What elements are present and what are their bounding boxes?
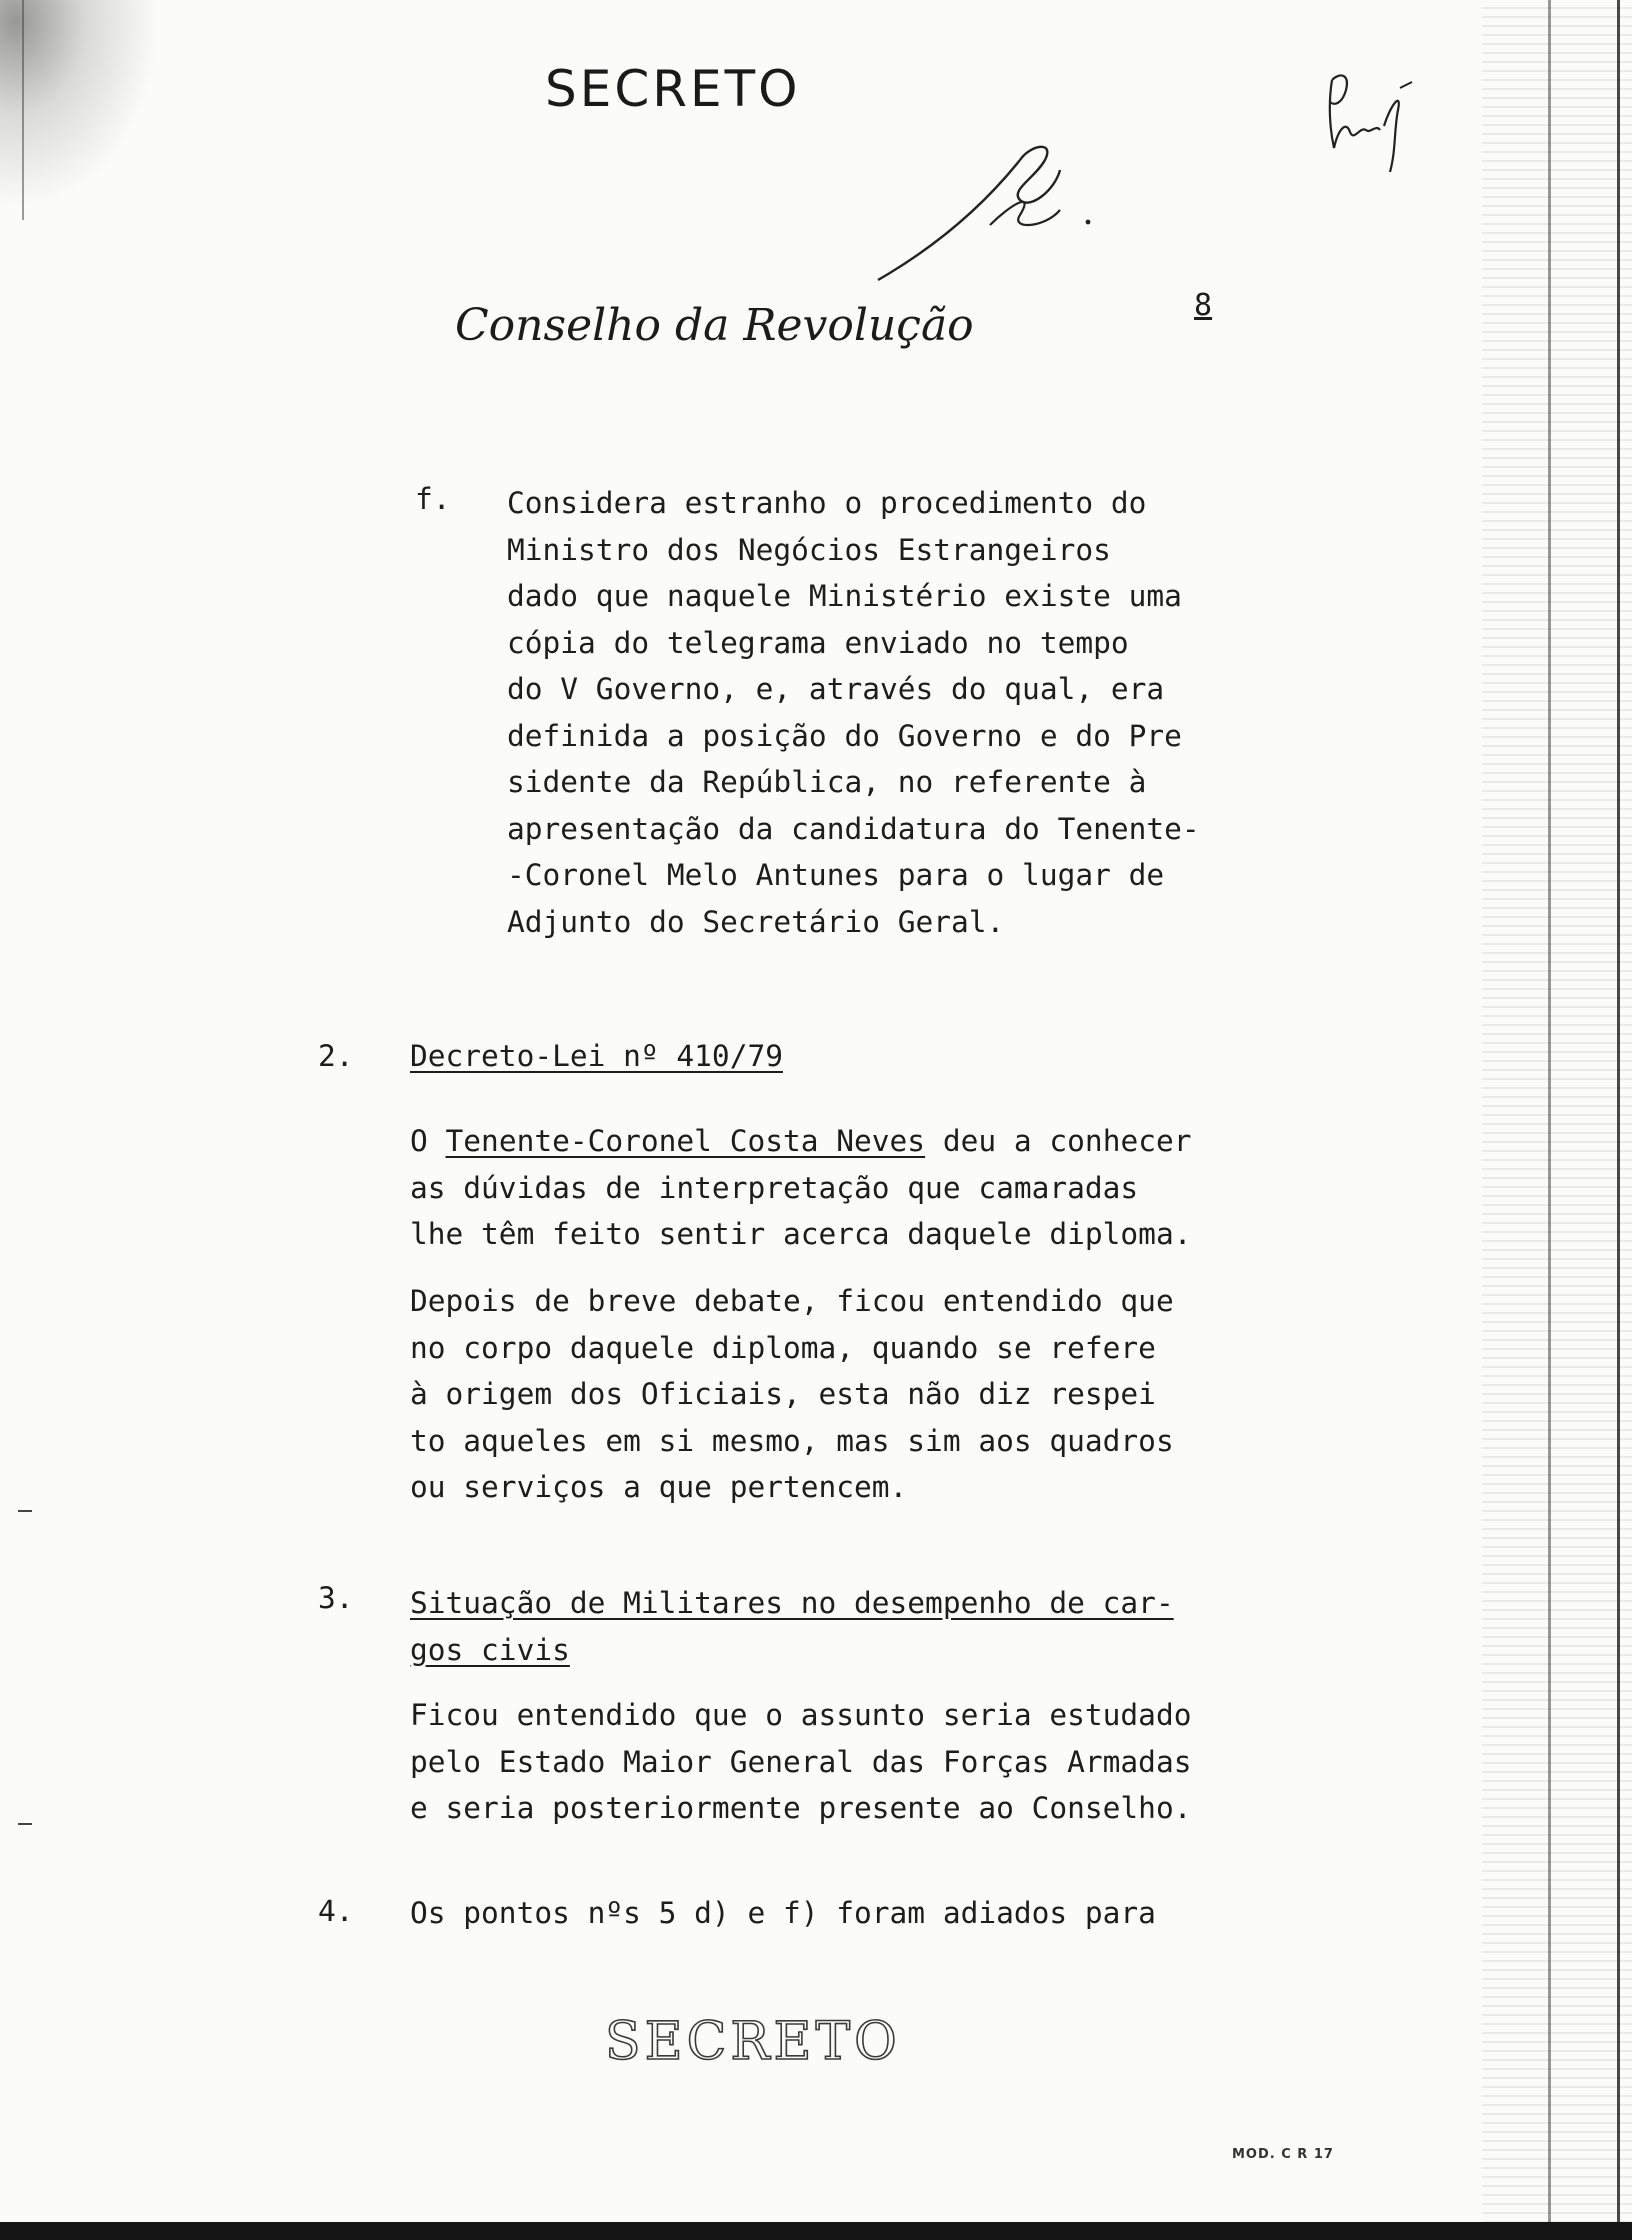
section-heading <box>410 1580 1174 1673</box>
text-line: à origem dos Oficiais, esta não diz respei <box>410 1377 1156 1411</box>
classification-stamp-bottom: SECRETO <box>605 2012 901 2072</box>
council-letterhead: Conselho da Revolução <box>455 300 974 351</box>
text-line: Ficou entendido que o assunto seria estudado <box>410 1698 1192 1732</box>
section-2-paragraph-1 <box>410 1118 1192 1258</box>
text-line: e seria posteriormente presente ao Conselho. <box>410 1791 1192 1825</box>
section-number: 2. <box>318 1039 354 1073</box>
text-line <box>410 1118 1192 1165</box>
scan-right-rule-outer <box>1617 0 1620 2240</box>
text-fragment: O <box>410 1124 428 1158</box>
text-line: cópia do telegrama enviado no tempo <box>507 625 1129 660</box>
text-line: to aqueles em si mesmo, mas sim aos quadros <box>410 1423 1174 1458</box>
item-marker: f. <box>415 482 451 516</box>
signature-mark <box>870 130 1110 290</box>
margin-tick <box>18 1823 32 1825</box>
text-line: sidente da República, no referente à <box>507 765 1147 799</box>
scan-shadow <box>0 0 160 210</box>
page-number: 8 <box>1194 288 1213 323</box>
text-line: ou serviços a que pertencem. <box>410 1470 908 1504</box>
scan-right-noise <box>1482 0 1632 2240</box>
margin-tick <box>18 1510 32 1512</box>
text-line: do V Governo, e, através do qual, era <box>507 672 1165 706</box>
text-line: -Coronel Melo Antunes para o lugar de <box>507 858 1165 892</box>
text-fragment: deu a conhecer <box>942 1124 1192 1158</box>
section-number: 3. <box>318 1581 354 1615</box>
text-line: Ministro dos Negócios Estrangeiros <box>507 532 1111 567</box>
item-f-text <box>507 480 1200 945</box>
section-3-paragraph <box>410 1692 1191 1832</box>
heading-line: Situação de Militares no desempenho de car- <box>410 1586 1174 1620</box>
text-line: Depois de breve debate, ficou entendido que <box>410 1284 1174 1318</box>
text-line: Considera estranho o procedimento do <box>507 486 1147 520</box>
classification-stamp-top: SECRETO <box>545 60 801 118</box>
scan-bottom-bar <box>0 2222 1632 2240</box>
section-4-text: Os pontos nºs 5 d) e f) foram adiados para <box>410 1896 1156 1930</box>
text-line: Adjunto do Secretário Geral. <box>507 904 1005 939</box>
text-line: lhe têm feito sentir acerca daquele diploma. <box>410 1217 1192 1251</box>
text-line: no corpo daquele diploma, quando se refere <box>410 1330 1156 1365</box>
text-line: as dúvidas de interpretação que camaradas <box>410 1170 1139 1205</box>
form-code: MOD. C R 17 <box>1232 2147 1334 2162</box>
section-heading: Decreto-Lei nº 410/79 <box>410 1039 783 1073</box>
heading-line: gos civis <box>410 1632 570 1667</box>
text-line: apresentação da candidatura do Tenente- <box>507 811 1200 846</box>
scan-right-rule <box>1548 0 1551 2240</box>
handwritten-initials <box>1320 60 1420 180</box>
section-number: 4. <box>318 1894 354 1928</box>
scan-edge-line <box>22 0 24 220</box>
text-line: definida a posição do Governo e do Pre <box>507 718 1182 753</box>
section-2-paragraph-2 <box>410 1278 1174 1511</box>
text-line: dado que naquele Ministério existe uma <box>507 579 1182 613</box>
officer-name: Tenente-Coronel Costa Neves <box>445 1124 926 1158</box>
text-line: pelo Estado Maior General das Forças Armadas <box>410 1744 1192 1779</box>
